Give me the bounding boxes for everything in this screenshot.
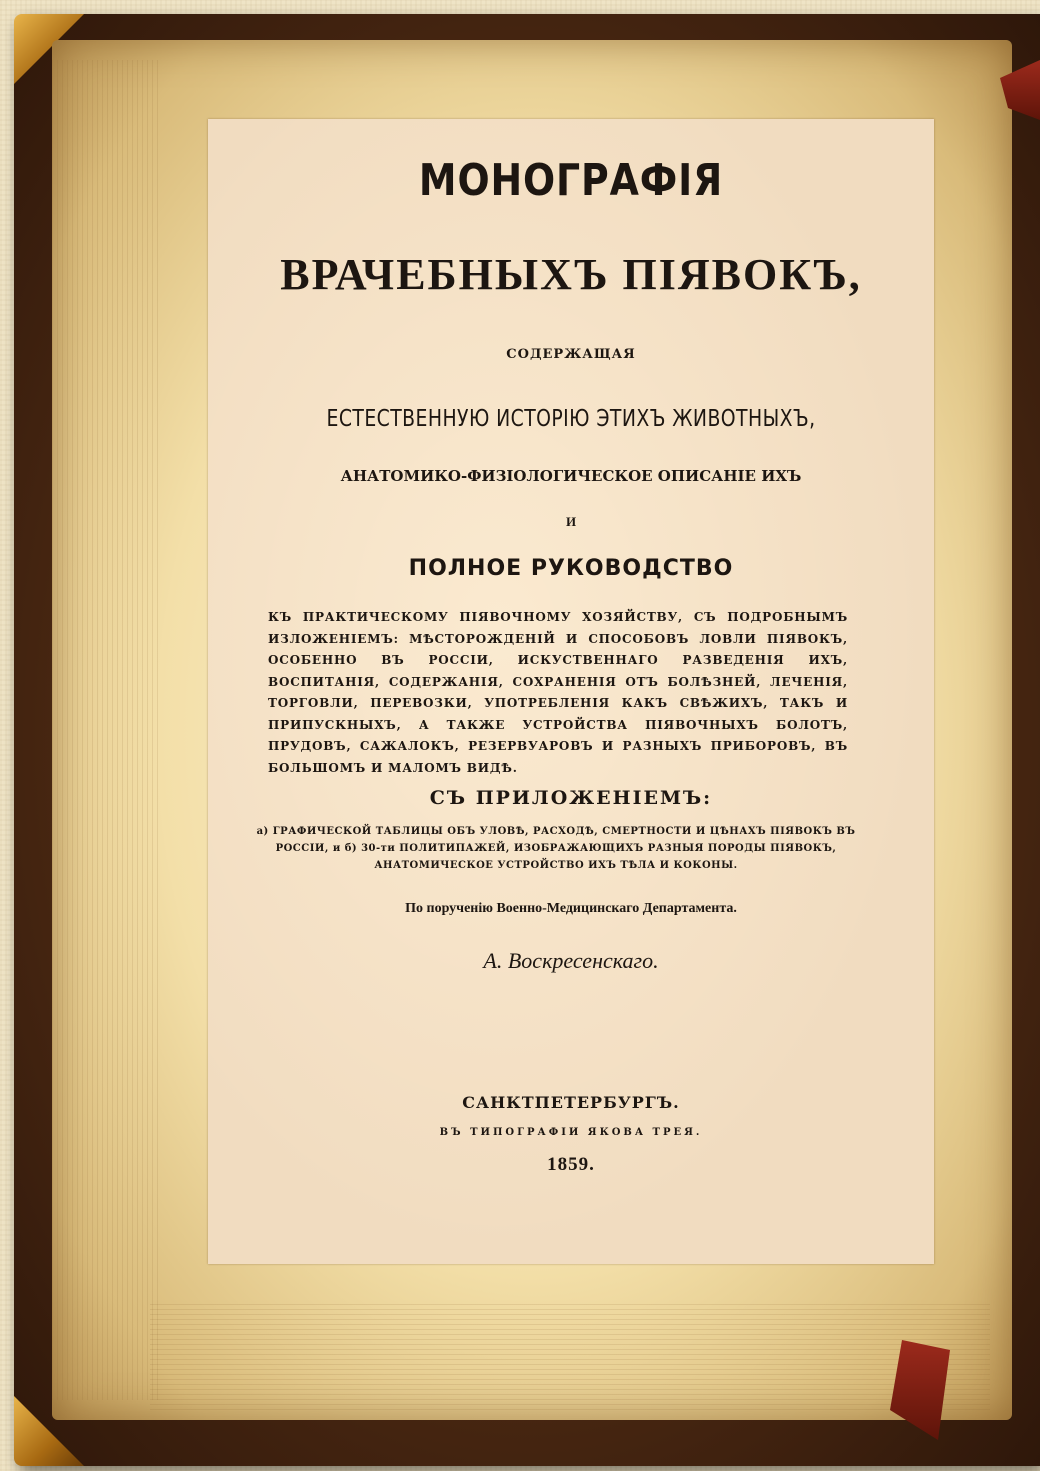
subtitle-natural-history: ЕСТЕСТВЕННУЮ ИСТОРІЮ ЭТИХЪ ЖИВОТНЫХЪ, <box>326 406 816 432</box>
subtitle-and: И <box>565 514 577 529</box>
printer-line: ВЪ ТИПОГРАФІИ ЯКОВА ТРЕЯ. <box>439 1127 703 1138</box>
appendix-text: а) ГРАФИЧЕСКОЙ ТАБЛИЦЫ ОБЪ УЛОВѢ, РАСХОДѢ, СМЕРТНОСТИ И ЦѢНАХЪ ПІЯВОКЪ ВЪ РОССІИ, и б) 30-ти ПОЛИТИПАЖЕЙ, ИЗОБРАЖАЮЩИХЪ РАЗНЫЯ ПОРОДЫ ПІЯВОКЪ, АНАТОМИЧЕСКОЕ УСТРОЙСТВО ИХЪ ТѢЛА И КОКОНЫ. <box>256 826 856 871</box>
description-paragraph: КЪ ПРАКТИЧЕСКОМУ ПІЯВОЧНОМУ ХОЗЯЙСТВУ, СЪ ПОДРОБНЫМЪ ИЗЛОЖЕНІЕМЪ: МѢСТОРОЖДЕНІЙ И СПОСОБОВЪ ЛОВЛИ ПІЯВОКЪ, ОСОБЕННО ВЪ РОССІИ, ИСКУСТВЕННАГО РАЗВЕДЕНІЯ ИХЪ, ВОСПИТАНІЯ, СОДЕРЖАНІЯ, СОХРАНЕНІЯ ОТЪ БОЛѢЗНЕЙ, ЛЕЧЕНІЯ, ТОРГОВЛИ, ПЕРЕВОЗКИ, УПОТРЕБЛЕНІЯ КАКЪ СВѢЖИХЪ, ТАКЪ И ПРИПУСКНЫХЪ, А ТАКЖЕ УСТРОЙСТВА ПІЯВОЧНЫХЪ БОЛОТЪ, ПРУДОВЪ, САЖАЛОКЪ, РЕЗЕРВУАРОВЪ И РАЗНЫХЪ ПРИБОРОВЪ, ВЪ БОЛЬШОМЪ И МАЛОМЪ ВИДѢ. <box>268 610 848 775</box>
commission-line: По порученію Военно-Медицинскаго Департамента. <box>405 901 737 916</box>
library-stamp <box>923 531 1040 627</box>
publication-year: 1859. <box>547 1154 595 1175</box>
subtitle-anatomy: АНАТОМИКО-ФИЗІОЛОГИЧЕСКОЕ ОПИСАНІЕ ИХЪ <box>340 467 802 485</box>
subtitle-guide: ПОЛНОЕ РУКОВОДСТВО <box>408 556 734 581</box>
author-name: А. Воскресенскаго. <box>483 948 659 973</box>
title-line-2: ВРАЧЕБНЫХЪ ПІЯВОКЪ, <box>280 250 862 299</box>
subtitle-containing: СОДЕРЖАЩАЯ <box>506 347 636 362</box>
page-edges-left <box>52 60 162 1400</box>
appendix-heading: СЪ ПРИЛОЖЕНІЕМЪ: <box>429 787 713 809</box>
title-line-1: МОНОГРАФІЯ <box>418 155 724 206</box>
publication-city: САНКТПЕТЕРБУРГЪ. <box>462 1093 680 1112</box>
title-page-scan <box>208 119 934 1264</box>
page-edges-bottom <box>150 1300 990 1410</box>
